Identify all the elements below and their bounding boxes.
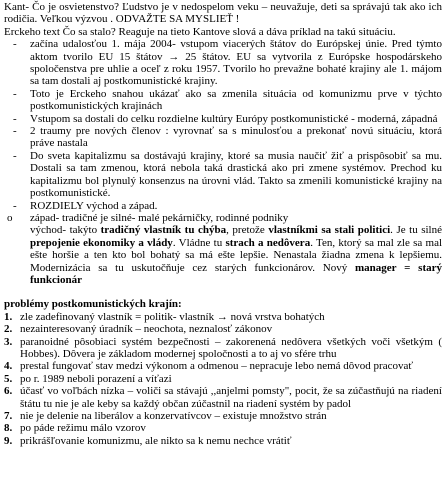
dash-item: - Do sveta kapitalizmu sa dostávajú krajiny, ktoré sa musia naučiť žiť a prispôsobiť sa mu. Dostali sa tam zmenou, ktorá nebola taká drastická ako pri zmene systémov. Prechod ku kapitalizmu bol plynulý konsenzus na úrovni vlád. Takto sa zmenili komunistické krajiny na postkomunistické. — [4, 150, 442, 200]
problem-number: 5. — [4, 372, 13, 385]
problem-number: 9. — [4, 434, 13, 447]
problem-item — [4, 435, 442, 447]
problem-text: paranoidné pôsobiaci systém bezpečnosti – zakorenená nedôvera všetkých voči všetkým ( Hobbes). Dôvera je základom modernej spoločnosti a to aj vo sfére trhu — [20, 335, 442, 360]
east-paragraph — [4, 224, 442, 286]
problem-text: po páde režimu málo vzorov — [20, 422, 146, 435]
dash-item: - začína udalosťou 1. mája 2004- vstupom viacerých štátov do Európskej únie. Pred týmto aktom tvorilo EU 15 štátov → 25 štátov. EU sa vytvorila z Európske hospodárskeho spoločenstva pre uhlie a oceľ z roku 1957. Tvorilo ho prevažne bohaté krajiny ale 1. májom sa tam dostali aj postkomunistické krajiny. — [4, 38, 442, 88]
dash-list — [4, 38, 442, 212]
intro-ercke: Erckeho text Čo sa stalo? Reaguje na tieto Kantove slová a dáva príklad na takú situáciu. — [4, 25, 396, 38]
intro-kant: Kant- Čo je osvietenstvo? Ľudstvo je v nedospelom veku – neuvažuje, deti sa správajú tak ako ich rodičia. Veľkou výzvou . ODVAŽTE SA MYSLIEŤ ! — [4, 1, 442, 26]
problem-number: 3. — [4, 335, 13, 348]
east-bold: strach a nedôvera — [225, 236, 311, 249]
problems-list — [4, 311, 442, 447]
dash-item: - ROZDIELY východ a západ. — [4, 200, 442, 212]
east-text: . Je tu silné — [390, 224, 442, 237]
problem-text: nie je delenie na liberálov a konzervatívcov – existuje množstvo strán — [20, 410, 327, 422]
east-bold: manager = starý funkcionár — [30, 261, 442, 286]
east-text: . Vládne tu — [172, 236, 226, 249]
problem-item — [4, 410, 442, 422]
problem-item — [4, 360, 442, 372]
east-bold: vlastníkmi sa stali politici — [268, 224, 391, 237]
problem-item — [4, 311, 442, 323]
east-text: . Ten, ktorý sa mal zle sa mal ešte horšie a ten kto bol bohatý sa má ešte lepšie. Nenastala žiadna zmena k lepšiemu. Modernizácia sa tu uskutočňuje cez starých funkcionárov. Nový — [30, 236, 443, 274]
problem-number: 6. — [4, 385, 13, 398]
problem-number: 8. — [4, 422, 13, 435]
problem-number: 4. — [4, 360, 13, 373]
problem-text: zle zadefinovaný vlastník = politik- vlastník → nová vrstva bohatých — [20, 310, 325, 323]
spacer — [4, 286, 442, 298]
west-bullet: o západ- tradičné je silné- malé pekárničky, rodinné podniky — [4, 212, 442, 224]
problem-number: 2. — [4, 323, 13, 336]
east-bold: tradičný vlastník tu chýba — [100, 224, 227, 237]
problem-item — [4, 373, 442, 385]
problem-text: prestal fungovať stav medzi výkonom a odmenou – nepracuje lebo nemá dôvod pracovať — [20, 360, 414, 373]
problem-number: 7. — [4, 410, 13, 422]
problems-heading: problémy postkomunistických krajín: — [4, 298, 182, 311]
problem-item — [4, 336, 442, 361]
problem-item — [4, 323, 442, 335]
dash-item: - Vstupom sa dostali do celku rozdielne kultúry Európy postkomunistické - moderná, západná — [4, 113, 442, 125]
east-text: , pretože — [226, 224, 269, 237]
problem-text: po r. 1989 neboli porazení a víťazi — [20, 372, 172, 385]
problem-text: účasť vo voľbách nízka – voliči sa stávajú ,,anjelmi pomsty", pocit, že sa zúčastňujú na riadení štátu tu nie je ale keby sa každý občan zúčastnil na riadení systém by padol — [20, 385, 442, 410]
problem-item — [4, 385, 442, 410]
problem-item — [4, 422, 442, 434]
dash-item: - Toto je Erckeho snahou ukázať ako sa zmenila situácia od komunizmu prve v týchto postkomunistických krajinách — [4, 88, 442, 113]
east-bold: prepojenie ekonomiky a vlády — [30, 236, 173, 249]
dash-item: - 2 traumy pre nových členov : vyrovnať sa s minulosťou a prekonať novú situáciu, ktorá práve nastala — [4, 125, 442, 150]
east-text: východ- takýto — [30, 224, 101, 237]
problem-number: 1. — [4, 310, 13, 323]
problem-text: prikrášľovanie komunizmu, ale nikto sa k nemu nechce vrátiť — [20, 434, 292, 447]
problem-text: nezainteresovaný úradník – neochota, neznalosť zákonov — [20, 323, 273, 336]
